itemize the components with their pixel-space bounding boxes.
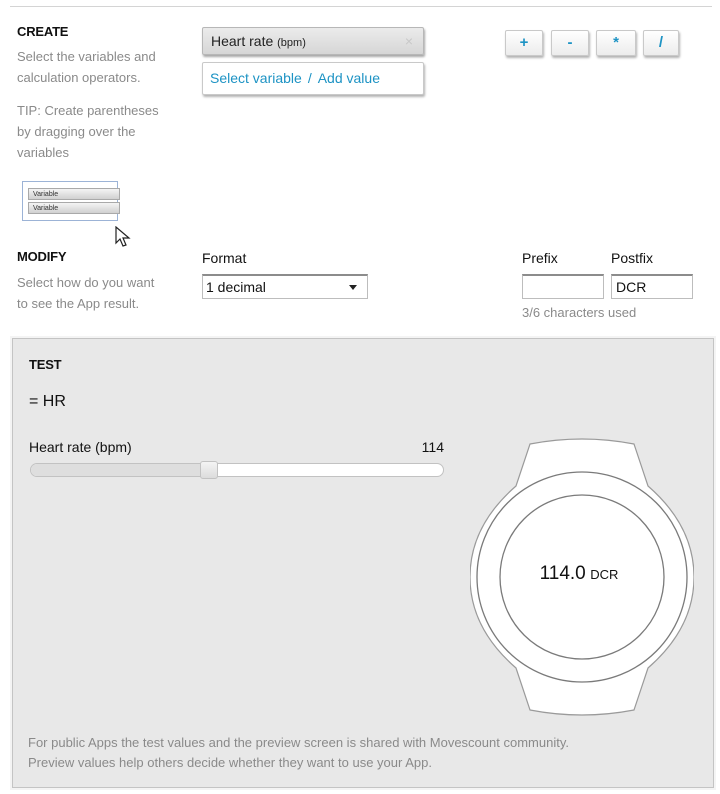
top-divider: [10, 6, 712, 7]
formula-display: = HR: [29, 393, 66, 410]
variable-selector: [202, 62, 424, 95]
character-counter: 3/6 characters used: [522, 305, 637, 320]
illustration-variable-2: Variable: [28, 202, 120, 214]
remove-variable-icon[interactable]: ×: [404, 33, 413, 49]
format-selected-value: 1 decimal: [206, 279, 266, 295]
postfix-input[interactable]: DCR: [611, 274, 693, 299]
test-footer-note: [28, 733, 688, 773]
prefix-label: Prefix: [522, 250, 558, 266]
parentheses-illustration: [22, 181, 118, 221]
variable-name: Heart rate: [211, 33, 274, 49]
operator-minus-button[interactable]: -: [551, 30, 589, 56]
tip-line3: variables: [17, 145, 70, 160]
watch-display: [504, 563, 654, 585]
add-value-link[interactable]: Add value: [317, 70, 380, 86]
footer-line1: For public Apps the test values and the preview screen is shared with Movescount community.: [28, 735, 569, 750]
dropdown-arrow-icon: [349, 285, 357, 290]
modify-desc-line1: Select how do you want: [17, 275, 155, 290]
footer-line2: Preview values help others decide whether they want to use your App.: [28, 755, 432, 770]
modify-title: MODIFY: [17, 249, 67, 264]
format-label: Format: [202, 250, 247, 266]
operator-multiply-button[interactable]: *: [596, 30, 636, 56]
operator-divide-button[interactable]: /: [643, 30, 679, 56]
slider-label: Heart rate (bpm): [29, 439, 132, 455]
create-title: CREATE: [17, 24, 69, 39]
illustration-variable-1: Variable: [28, 188, 120, 200]
illustration-frame: [22, 181, 118, 221]
slider-fill: [31, 464, 210, 476]
create-desc-line2: calculation operators.: [17, 70, 141, 85]
create-description: [17, 46, 156, 88]
mouse-cursor-icon: [114, 226, 132, 248]
create-tip: [17, 100, 159, 163]
select-variable-link[interactable]: Select variable: [210, 70, 302, 86]
watch-unit: DCR: [590, 567, 619, 582]
heart-rate-slider[interactable]: [30, 463, 444, 477]
variable-chip-heart-rate[interactable]: [202, 27, 424, 55]
create-desc-line1: Select the variables and: [17, 49, 156, 64]
operator-plus-button[interactable]: +: [505, 30, 543, 56]
slider-handle[interactable]: [200, 461, 218, 479]
link-separator: /: [307, 70, 312, 86]
modify-description: [17, 272, 154, 314]
slider-value: 114: [421, 439, 444, 455]
tip-line1: TIP: Create parentheses: [17, 103, 159, 118]
modify-desc-line2: to see the App result.: [17, 296, 140, 311]
test-title: TEST: [29, 357, 62, 372]
tip-line2: by dragging over the: [17, 124, 136, 139]
format-select[interactable]: [202, 274, 368, 299]
watch-value: 114.0: [539, 563, 586, 584]
postfix-label: Postfix: [611, 250, 654, 266]
variable-unit: (bpm): [277, 37, 306, 49]
prefix-input[interactable]: [522, 274, 604, 299]
